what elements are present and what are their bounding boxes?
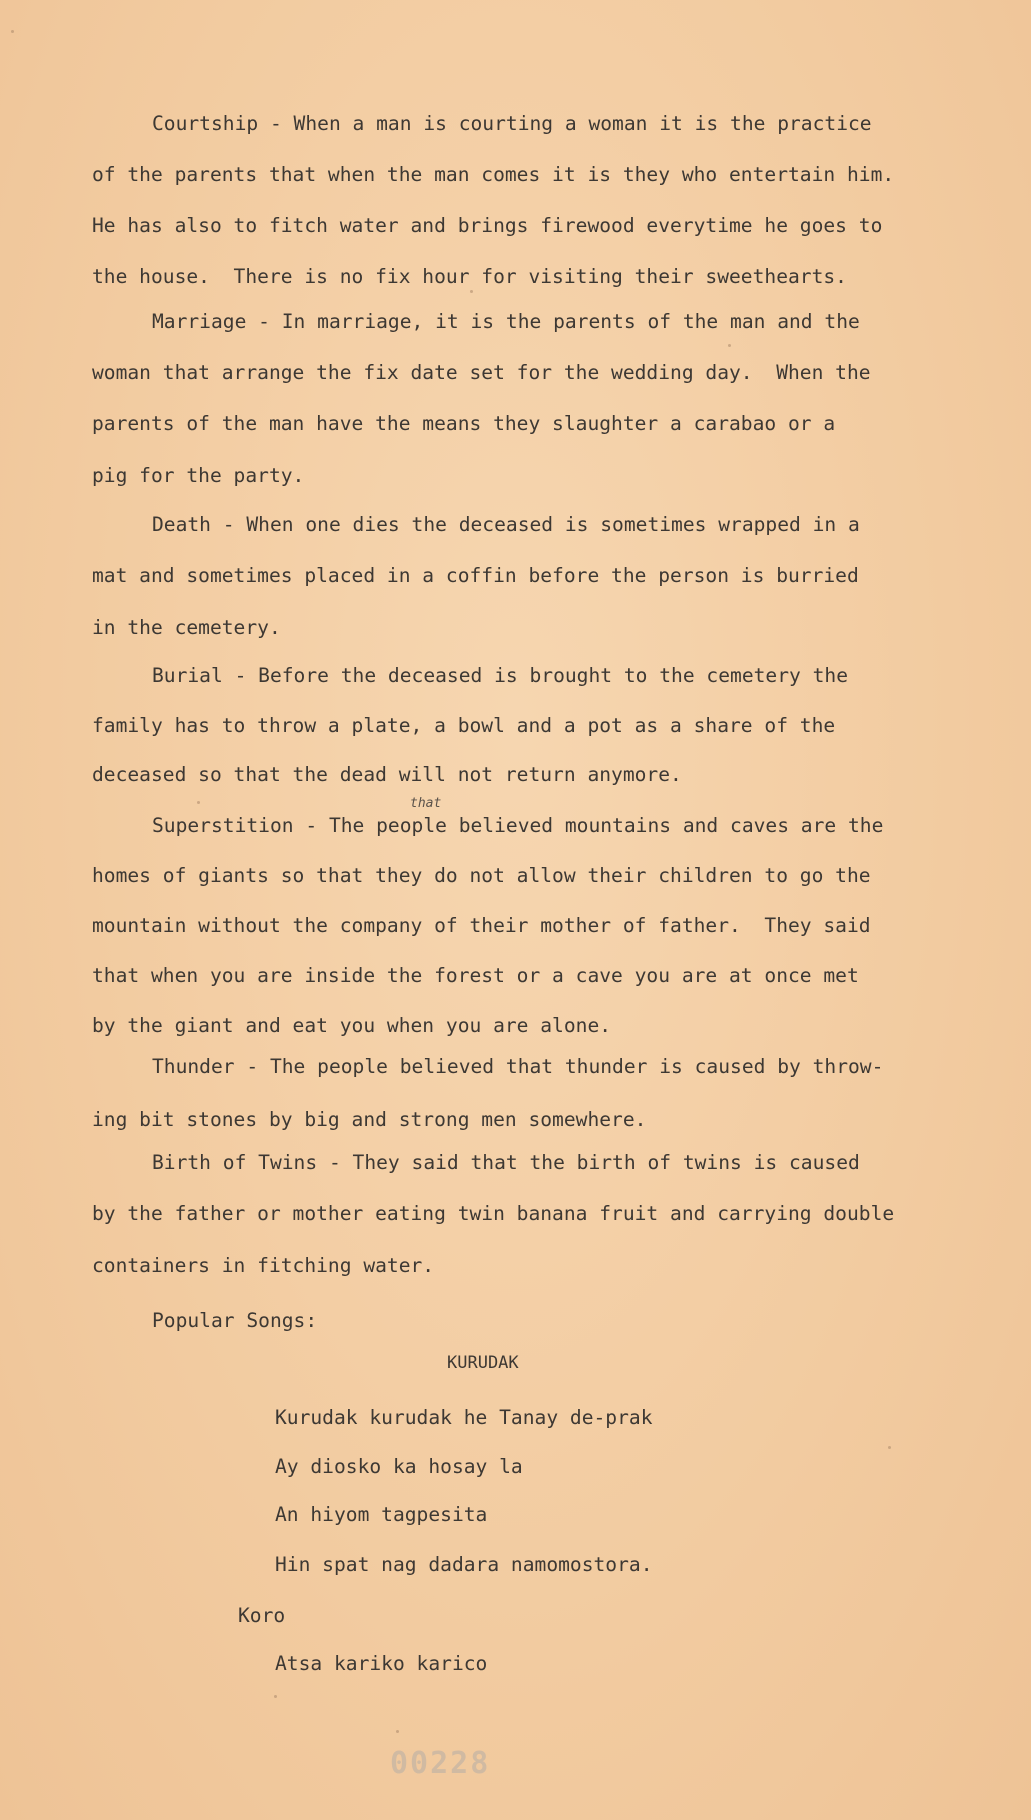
paper-speck: [11, 30, 14, 33]
text-line: by the father or mother eating twin banana fruit and carrying double: [92, 1202, 895, 1225]
text-line: Popular Songs:: [152, 1309, 318, 1332]
text-line: family has to throw a plate, a bowl and a pot as a share of the: [92, 714, 836, 737]
song-line: Ay diosko ka hosay la: [275, 1455, 523, 1478]
paper-speck: [728, 344, 731, 347]
text-line: homes of giants so that they do not allow their children to go the: [92, 864, 871, 887]
text-line: Death - When one dies the deceased is sometimes wrapped in a: [152, 513, 860, 536]
archive-stamp: 00228: [390, 1746, 491, 1781]
paper-speck: [888, 1446, 891, 1449]
text-line: deceased so that the dead will not return anymore.: [92, 763, 682, 786]
text-line: parents of the man have the means they slaughter a carabao or a: [92, 412, 836, 435]
text-line: the house. There is no fix hour for visiting their sweethearts.: [92, 265, 847, 288]
text-line: of the parents that when the man comes it is they who entertain him.: [92, 163, 895, 186]
text-line: He has also to fitch water and brings firewood everytime he goes to: [92, 214, 883, 237]
text-line: in the cemetery.: [92, 616, 281, 639]
text-line: that when you are inside the forest or a cave you are at once met: [92, 964, 859, 987]
text-line: by the giant and eat you when you are alone.: [92, 1014, 612, 1037]
text-line: woman that arrange the fix date set for the wedding day. When the: [92, 361, 871, 384]
handwritten-insert: that: [410, 796, 442, 811]
text-line: Burial - Before the deceased is brought to the cemetery the: [152, 664, 848, 687]
text-line: ing bit stones by big and strong men somewhere.: [92, 1108, 647, 1131]
text-line: containers in fitching water.: [92, 1254, 435, 1277]
koro-label: Koro: [238, 1604, 286, 1627]
text-line: mountain without the company of their mother of father. They said: [92, 914, 871, 937]
text-line: Courtship - When a man is courting a woman it is the practice: [152, 112, 872, 135]
paper-speck: [470, 290, 473, 293]
text-line: pig for the party.: [92, 464, 305, 487]
text-line: Birth of Twins - They said that the birth of twins is caused: [152, 1151, 860, 1174]
text-line: Superstition - The people believed mountains and caves are the: [152, 814, 884, 837]
text-line: Thunder - The people believed that thunder is caused by throw-: [152, 1055, 884, 1078]
paper-speck: [197, 801, 200, 804]
paper-speck: [396, 1730, 399, 1733]
song-line: Kurudak kurudak he Tanay de-prak: [275, 1406, 653, 1429]
text-line: Marriage - In marriage, it is the parents of the man and the: [152, 310, 860, 333]
song-line: An hiyom tagpesita: [275, 1503, 488, 1526]
song-title: KURUDAK: [447, 1353, 519, 1373]
koro-line: Atsa kariko karico: [275, 1652, 488, 1675]
text-line: mat and sometimes placed in a coffin before the person is burried: [92, 564, 859, 587]
paper-speck: [274, 1695, 277, 1698]
song-line: Hin spat nag dadara namomostora.: [275, 1553, 653, 1576]
